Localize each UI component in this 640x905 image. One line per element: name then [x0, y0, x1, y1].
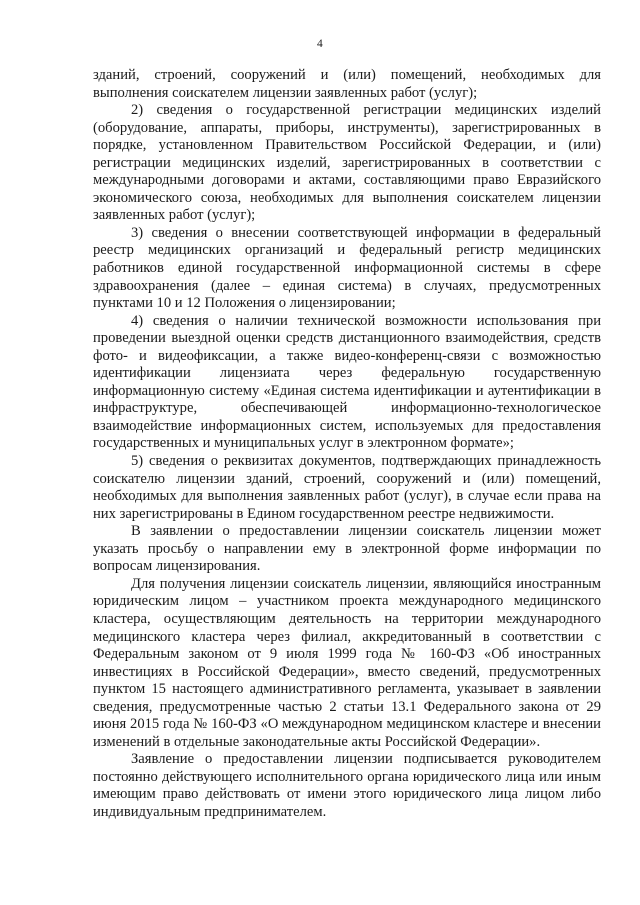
- paragraph-foreign-entity: Для получения лицензии соискатель лицензии, являющийся иностранным юридическим лицом – участником проекта международного медицинского кластера, осуществляющим деятельность на территории международного медицинского кластера через филиал, аккредитованный в соответствии с Федеральным законом от 9 июля 1999 года № 160-ФЗ «Об иностранных инвестициях в Российской Федерации», вместо сведений, предусмотренных пунктом 15 настоящего административного регламента, указывает в заявлении сведения, предусмотренные частью 2 статьи 13.1 Федерального закона от 29 июня 2015 года № 160-ФЗ «О международном медицинском кластере и внесении изменений в отдельные законодательные акты Российской Федерации».: [93, 575, 601, 750]
- paragraph-electronic-request: В заявлении о предоставлении лицензии соискатель лицензии может указать просьбу о направлении ему в электронной форме информации по вопросам лицензирования.: [93, 523, 601, 575]
- paragraph-item-5: 5) сведения о реквизитах документов, подтверждающих принадлежность соискателю лицензии зданий, строений, сооружений и (или) помещений, необходимых для выполнения заявленных работ (услуг), в случае если права на них зарегистрированы в Едином государственном реестре недвижимости.: [93, 453, 601, 522]
- page-number: 4: [317, 38, 323, 50]
- document-body: [93, 67, 601, 822]
- paragraph-signature: Заявление о предоставлении лицензии подписывается руководителем постоянно действующего исполнительного органа юридического лица или иным имеющим право действовать от имени этого юридического лица лицом либо индивидуальным предпринимателем.: [93, 751, 601, 820]
- paragraph-item-3: 3) сведения о внесении соответствующей информации в федеральный реестр медицинских организаций и федеральный регистр медицинских работников единой государственной информационной системы в сфере здравоохранения (далее – единая система) в случаях, предусмотренных пунктами 10 и 12 Положения о лицензировании;: [93, 224, 601, 312]
- paragraph-item-2: 2) сведения о государственной регистрации медицинских изделий (оборудование, аппараты, приборы, инструменты), зарегистрированных в порядке, установленном Правительством Российской Федерации, и (или) регистрации медицинских изделий, зарегистрированных в соответствии с международными договорами и актами, составляющими право Евразийского экономического союза, необходимых для выполнения соискателем лицензии заявленных работ (услуг);: [93, 102, 601, 224]
- paragraph-item-4: 4) сведения о наличии технической возможности использования при проведении выездной оценки средств дистанционного взаимодействия, средств фото- и видеофиксации, а также видео-конференц-связи с возможностью идентификации лицензиата через федеральную государственную информационную систему «Единая система идентификации и аутентификации в инфраструктуре, обеспечивающей информационно-технологическое взаимодействие информационных систем, используемых для предоставления государственных и муниципальных услуг в электронном формате»;: [93, 312, 601, 452]
- paragraph-continuation: зданий, строений, сооружений и (или) помещений, необходимых для выполнения соискателем лицензии заявленных работ (услуг);: [93, 67, 601, 101]
